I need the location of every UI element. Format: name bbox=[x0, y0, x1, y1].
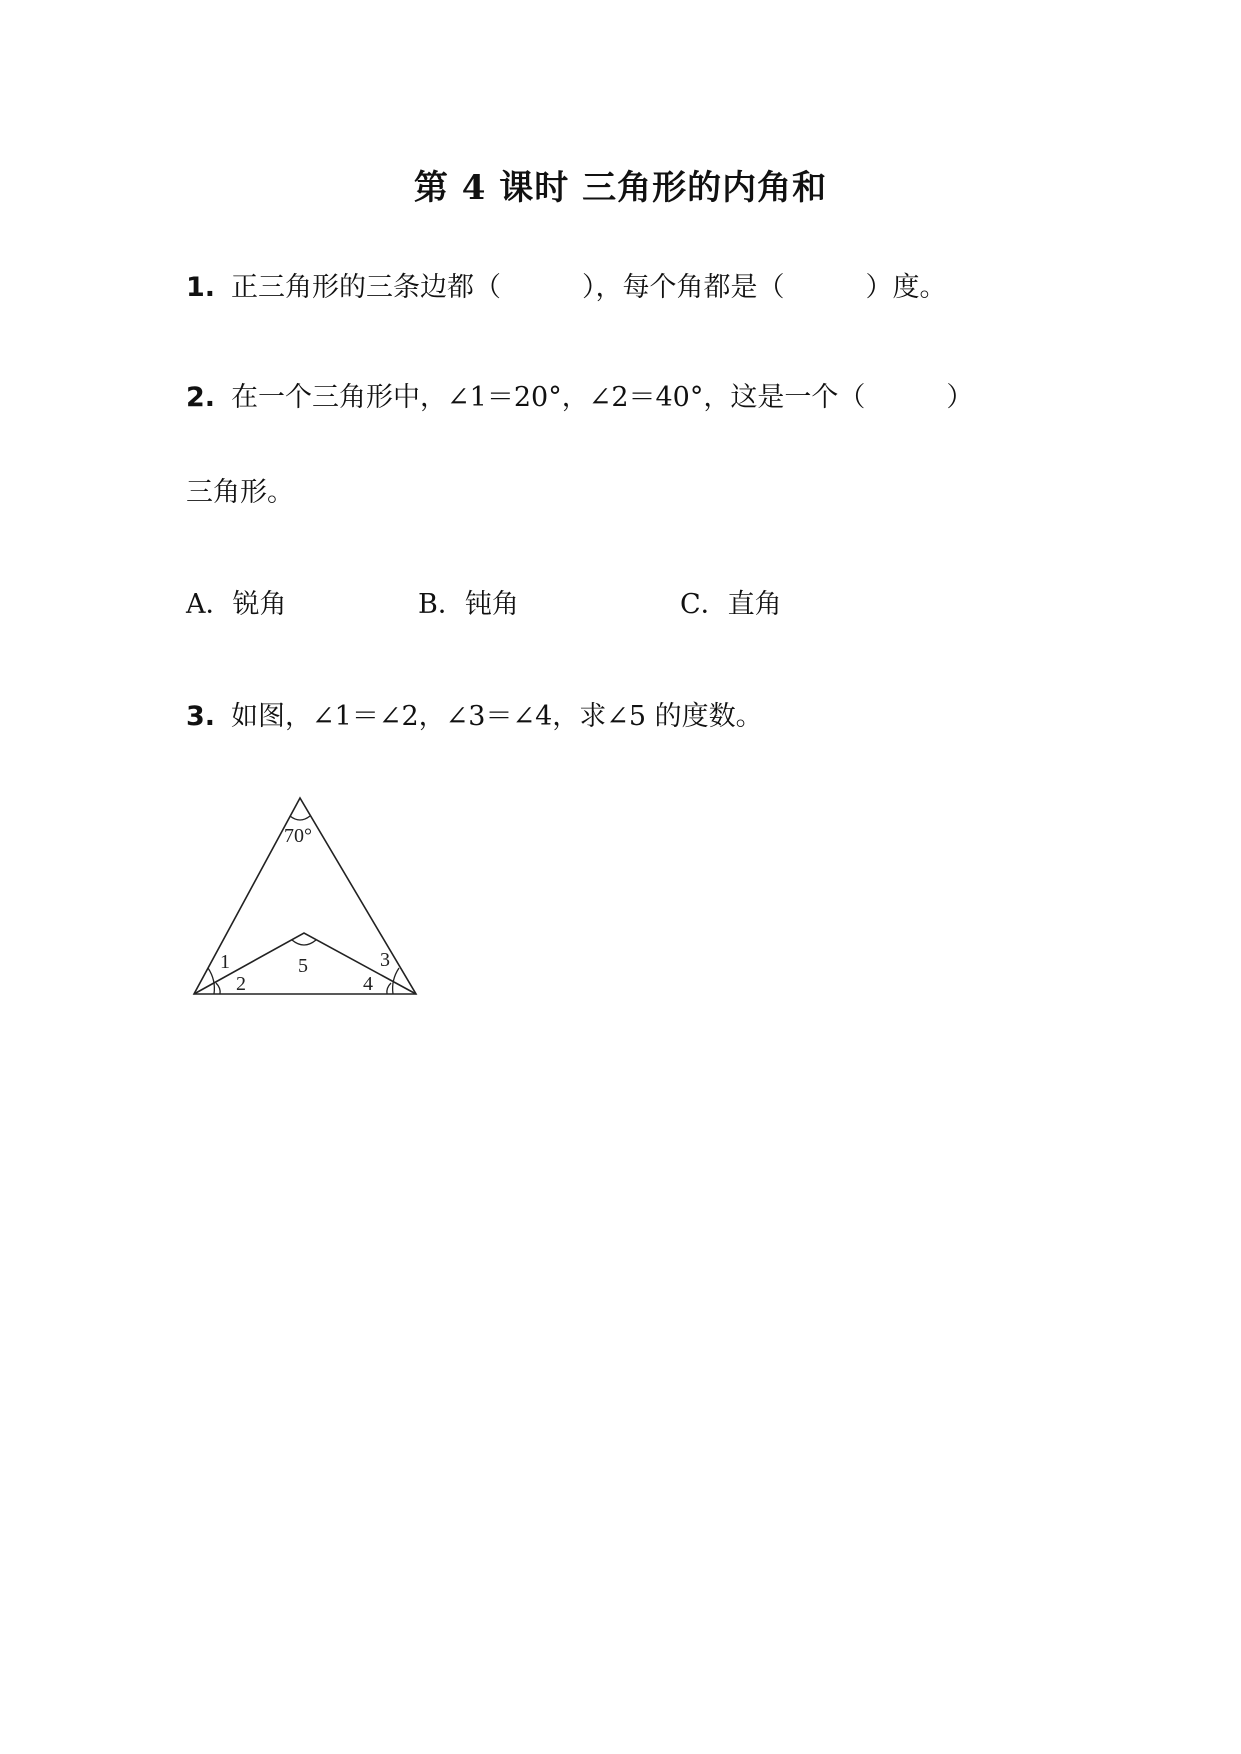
triangle-figure bbox=[186, 790, 426, 1010]
left-angle-arc-outer bbox=[208, 968, 214, 994]
angle-5-label: 5 bbox=[298, 955, 308, 977]
option-a: A．锐角 bbox=[186, 589, 287, 620]
right-angle-arc-inner bbox=[387, 983, 391, 994]
question-text: 正三角形的三条边都（ ），每个角都是（ ）度。 bbox=[231, 272, 947, 303]
angle-2-label: 2 bbox=[236, 973, 246, 995]
question-1 bbox=[186, 268, 947, 308]
question-3 bbox=[186, 697, 763, 737]
question-2-continuation: 三角形。 bbox=[186, 477, 294, 508]
page-title: 第 4 课时 三角形的内角和 bbox=[413, 168, 828, 208]
question-number: 1. bbox=[186, 272, 216, 303]
right-angle-arc-outer bbox=[393, 968, 399, 994]
option-c: C．直角 bbox=[680, 589, 782, 620]
apex-angle-label: 70° bbox=[284, 825, 312, 847]
option-b: B．钝角 bbox=[418, 589, 519, 620]
question-number: 2. bbox=[186, 382, 216, 413]
angle-1-label: 1 bbox=[220, 951, 230, 973]
question-number: 3. bbox=[186, 701, 216, 732]
question-2 bbox=[186, 378, 973, 418]
angle-5-arc bbox=[292, 940, 316, 945]
left-angle-arc-inner bbox=[216, 983, 220, 994]
question-text: 在一个三角形中，∠1＝20°，∠2＝40°，这是一个（ ） bbox=[231, 382, 974, 413]
question-text: 如图，∠1＝∠2，∠3＝∠4，求∠5 的度数。 bbox=[231, 701, 763, 732]
apex-angle-arc bbox=[290, 816, 310, 820]
angle-3-label: 3 bbox=[380, 949, 390, 971]
angle-4-label: 4 bbox=[363, 973, 373, 995]
